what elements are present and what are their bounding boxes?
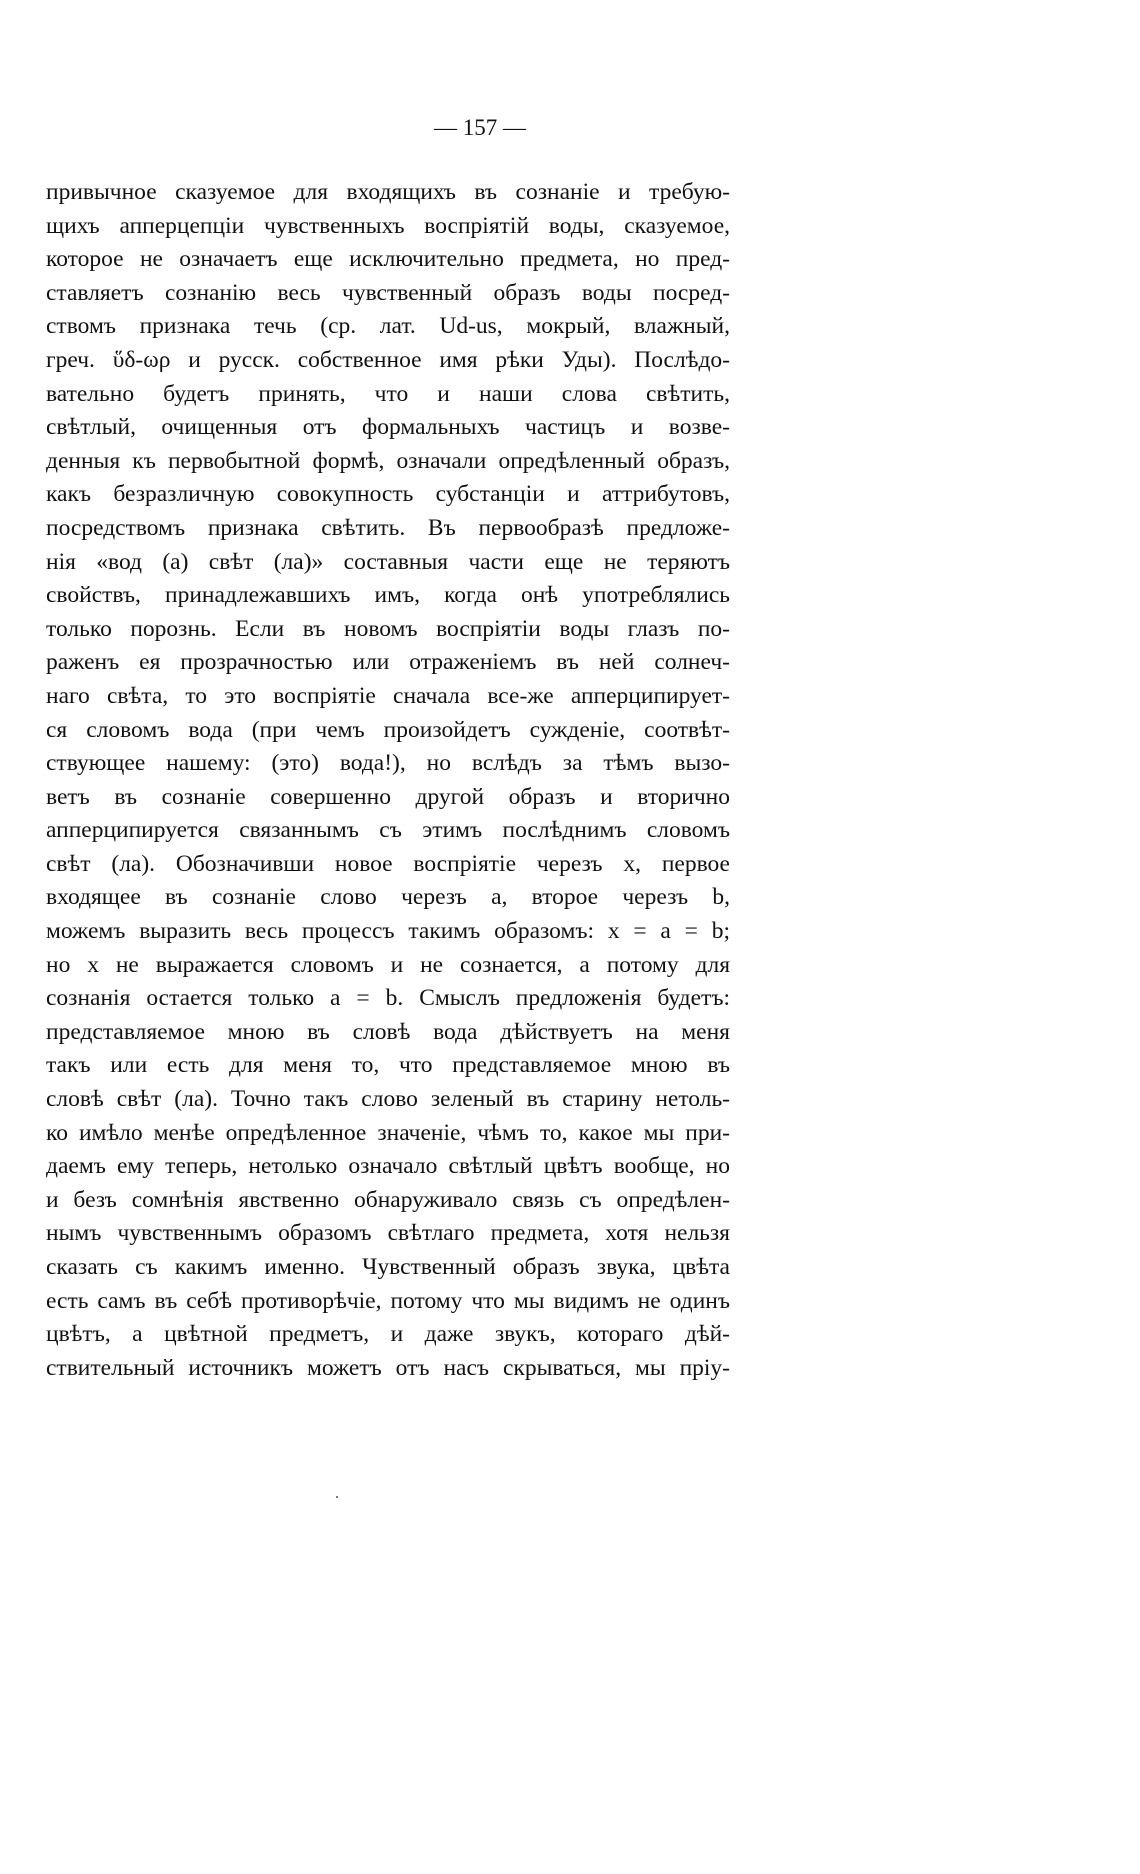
text-line: щихъ апперцепціи чувственныхъ воспріятій воды, сказуемое, (46, 212, 730, 239)
text-line: посредствомъ признака свѣтить. Въ первообразѣ предложе- (46, 514, 730, 541)
print-speck (336, 1496, 338, 1498)
text-line: денныя къ первобытной формѣ, означали опредѣленный образъ, (46, 447, 730, 474)
text-line: даемъ ему теперь, нетолько означало свѣтлый цвѣтъ вообще, но (46, 1153, 730, 1180)
text-line: какъ безразличную совокупность субстанціи и аттрибутовъ, (46, 481, 730, 508)
text-line: наго свѣта, то это воспріятіе сначала все-же апперципирует- (46, 682, 730, 709)
text-line: ствующее нашему: (это) вода!), но вслѣдъ за тѣмъ вызо- (46, 750, 730, 777)
text-line: сказать съ какимъ именно. Чувственный образъ звука, цвѣта (46, 1254, 730, 1280)
text-line: цвѣтъ, а цвѣтной предметъ, и даже звукъ, котораго дѣй- (46, 1321, 730, 1348)
text-line: апперципируется связаннымъ съ этимъ послѣднимъ словомъ (46, 817, 730, 844)
text-line: можемъ выразить весь процессъ такимъ образомъ: x = a = b; (46, 918, 730, 945)
text-line: свѣтлый, очищенныя отъ формальныхъ частицъ и возве- (46, 414, 730, 441)
text-line: ствомъ признака течь (ср. лат. Ud-us, мокрый, влажный, (46, 313, 730, 340)
text-line: такъ или есть для меня то, что представляемое мною въ (46, 1052, 730, 1079)
text-line: есть самъ въ себѣ противорѣчіе, потому что мы видимъ не одинъ (46, 1287, 730, 1314)
text-line: свѣт (ла). Обозначивши новое воспріятіе черезъ x, первое (46, 850, 730, 877)
text-line: сознанія остается только a = b. Смыслъ предложенія будетъ: (46, 985, 730, 1012)
text-line: греч. ὕδ-ωρ и русск. собственное имя рѣки Уды). Послѣдо- (46, 346, 730, 373)
text-line: ко имѣло менѣе опредѣленное значеніе, чѣмъ то, какое мы при- (46, 1119, 730, 1146)
text-line: ветъ въ сознаніе совершенно другой образъ и вторично (46, 783, 730, 810)
text-line: нія «вод (а) свѣт (ла)» составныя части еще не теряютъ (46, 548, 730, 575)
text-line: но x не выражается словомъ и не сознается, а потому для (46, 951, 730, 978)
text-line: только порознь. Если въ новомъ воспріятіи воды глазъ по- (46, 615, 730, 642)
text-line: входящее въ сознаніе слово черезъ a, второе черезъ b, (46, 884, 730, 911)
text-line: которое не означаетъ еще исключительно предмета, но пред- (46, 246, 730, 273)
text-line: словѣ свѣт (ла). Точно такъ слово зеленый въ старину нетоль- (46, 1086, 730, 1113)
text-line: ся словомъ вода (при чемъ произойдетъ сужденіе, соотвѣт- (46, 716, 730, 743)
text-line: и безъ сомнѣнія явственно обнаруживало связь съ опредѣлен- (46, 1186, 730, 1213)
text-line: вательно будетъ принять, что и наши слова свѣтить, (46, 380, 730, 407)
text-line: раженъ ея прозрачностью или отраженіемъ въ ней солнеч- (46, 649, 730, 676)
text-line: свойствъ, принадлежавшихъ имъ, когда онѣ употреблялись (46, 582, 730, 609)
text-line: нымъ чувственнымъ образомъ свѣтлаго предмета, хотя нельзя (46, 1220, 730, 1247)
body-text (46, 176, 730, 1385)
text-line: привычное сказуемое для входящихъ въ сознаніе и требую- (46, 179, 730, 205)
text-line: представляемое мною въ словѣ вода дѣйствуетъ на меня (46, 1018, 730, 1045)
page-number: — 157 — (434, 115, 526, 140)
text-line: ставляетъ сознанію весь чувственный образъ воды посред- (46, 279, 730, 306)
text-line: ствительный источникъ можетъ отъ насъ скрываться, мы пріу- (46, 1354, 730, 1381)
